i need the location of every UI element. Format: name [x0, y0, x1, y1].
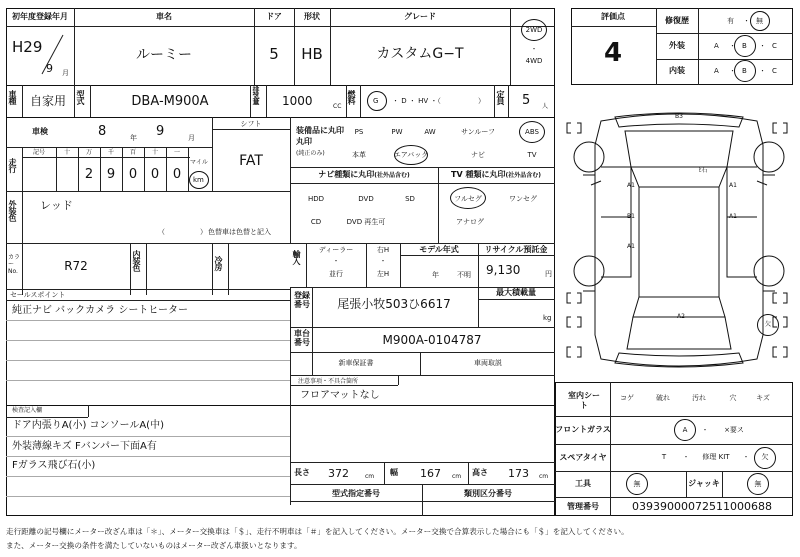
drive-2wd: 2WD — [525, 26, 543, 34]
equip-pw: PW — [391, 128, 403, 136]
int-b: B — [742, 67, 747, 75]
inspector-line-2: 外装薄線キズ Fバンパー下面A有 — [12, 441, 157, 452]
inspection-month-unit: 月 — [188, 134, 195, 142]
sales-point-label: セールスポイント — [10, 291, 66, 299]
repair-no: 無 — [756, 17, 763, 25]
inspector-line-3: Fガラス飛び石(小) — [12, 460, 96, 471]
notes-label: 注意事項・不具合箇所 — [298, 378, 359, 385]
equip-aw: AW — [424, 128, 436, 136]
height-unit: cm — [539, 473, 549, 480]
first-reg-month: 9 — [46, 62, 53, 75]
inspection-month: 9 — [156, 124, 165, 139]
tv-analog: アナログ — [456, 218, 484, 226]
ac-label: 冷房 — [214, 256, 223, 270]
mark-rear: A2 — [677, 313, 685, 320]
equip-ps: PS — [354, 128, 364, 136]
header-divider — [6, 26, 555, 27]
new-warranty-label: 新車保証書 — [338, 359, 374, 367]
equip-sunroof: サンルーフ — [460, 128, 496, 136]
seat-label: 室内シート — [568, 391, 600, 411]
displacement-cc: CC — [333, 103, 342, 110]
fuel-g: G — [373, 97, 379, 105]
spare-dot2: ・ — [742, 453, 750, 461]
recycle-label: リサイクル預託金 — [484, 245, 548, 254]
repair-yes: 有 — [727, 17, 734, 25]
equipment-label-sub: (純正のみ) — [296, 150, 325, 157]
car-name-value: ルーミー — [136, 47, 192, 63]
import-label: 輸入 — [292, 250, 301, 264]
seat-hole: 穴 — [729, 394, 737, 402]
spare-kit: 修理 KIT — [702, 453, 730, 461]
exterior-color-label: 外装色 — [8, 200, 17, 221]
int-a: A — [714, 67, 719, 75]
spare-t: T — [661, 453, 667, 461]
front-glass-a: A — [682, 426, 688, 434]
shift-value: FAT — [239, 153, 263, 169]
seat-burn: コゲ — [620, 394, 634, 402]
tv-label: TV 種類に丸印(社外品含む) — [451, 170, 541, 179]
digit-label-hyaku: 百 — [129, 149, 137, 156]
sales-point-text: 純正ナビ バックカメラ シートヒーター — [12, 305, 188, 316]
capacity-label: 定員 — [496, 90, 505, 104]
recycle-unit: 円 — [545, 270, 552, 278]
mileage-label: 走行 — [8, 158, 17, 172]
plate-value: 尾張小牧503ひ6617 — [337, 297, 451, 311]
notes-text: フロアマットなし — [300, 390, 380, 401]
inspection-year-unit: 年 — [130, 134, 137, 142]
exterior-color-paren-close: ） — [200, 228, 207, 236]
navi-sd: SD — [405, 195, 415, 203]
equip-leather: 本革 — [352, 151, 366, 159]
grade-label: グレード — [404, 12, 436, 21]
repair-dot: ・ — [743, 17, 750, 25]
type-cert-label: 型式指定番号 — [332, 489, 380, 498]
width-unit: cm — [452, 473, 462, 480]
shape-value: HB — [301, 45, 323, 63]
navi-dvd-play: DVD 再生可 — [346, 218, 386, 226]
equip-airbag: エアバック — [393, 151, 429, 159]
mark-left-front-door: A1 — [627, 182, 635, 189]
door-label: ドア — [266, 12, 282, 21]
color-no-value: R72 — [64, 259, 88, 273]
int-dot2: ・ — [759, 67, 766, 75]
spare-tire-label: スペアタイヤ — [559, 453, 607, 462]
car-condition-diagram — [563, 105, 795, 375]
equip-tv: TV — [527, 151, 537, 159]
rating-value: 4 — [603, 38, 623, 68]
first-reg-month-unit: 月 — [62, 69, 69, 77]
ext-b: B — [742, 42, 747, 50]
exterior-color-value: レッド — [40, 199, 73, 212]
import-left: 左H — [376, 270, 390, 278]
front-glass-dot: ・ — [701, 426, 709, 434]
spare-missing: 欠 — [761, 453, 769, 461]
tools-value: 無 — [633, 480, 641, 488]
mileage-digit-2: 9 — [106, 167, 116, 182]
manual-label: 車両取説 — [474, 359, 502, 367]
model-year-label: モデル年式 — [419, 245, 459, 254]
mileage-digit-4: 0 — [150, 167, 160, 182]
mark-left-rear-door: B1 — [627, 213, 635, 220]
mileage-sign-label: 記号 — [32, 149, 46, 156]
navi-label: ナビ種類に丸印(社外品含む) — [318, 170, 410, 179]
tv-fullseg: フルセグ — [454, 195, 482, 203]
ext-dot1: ・ — [729, 42, 736, 50]
digit-label-sen: 千 — [107, 149, 115, 156]
import-dot-1: ・ — [332, 257, 340, 265]
digit-label-juu: 十 — [151, 149, 159, 156]
chassis-label: 車台番号 — [294, 329, 310, 347]
footer-line-2: また、メーター交換の条件を満たしていないものはメーター改ざん車扱いとなります。 — [6, 541, 302, 550]
first-reg-label: 初年度登録年月 — [12, 12, 68, 21]
length-unit: cm — [365, 473, 375, 480]
spare-dot1: ・ — [682, 453, 690, 461]
footer-line-1: 走行距離の記号欄にメーター改ざん車は「＊」、メーター交換車は「＄」、走行不明車は「＃」を記入してください。メーター交換で合算表示した場合にも「＄」を記入してください。 — [6, 527, 629, 536]
model-year-unit: 年 — [432, 271, 439, 279]
digit-label-man: 万 — [85, 149, 93, 156]
mileage-digit-5: 0 — [172, 167, 182, 182]
mileage-digit-1: 2 — [84, 167, 94, 182]
mark-right-front-door: A1 — [729, 182, 737, 189]
import-right: 右H — [376, 246, 390, 254]
mark-hood: A1 — [627, 243, 635, 250]
mileage-unit-mile: マイル — [190, 159, 208, 166]
navi-dvd: DVD — [358, 195, 374, 203]
import-parallel: 並行 — [329, 270, 343, 278]
width-value: 167 — [420, 467, 441, 480]
length-value: 372 — [328, 467, 349, 480]
shift-label: シフト — [240, 120, 262, 128]
inspector-line-1: ドア内張りA(小) コンソールA(中) — [12, 420, 164, 431]
mark-right-rear-door: A1 — [729, 213, 737, 220]
tools-label: 工具 — [575, 479, 591, 488]
tv-oneseg: ワンセグ — [509, 195, 537, 203]
repair-history-label: 修復歴 — [665, 16, 689, 25]
jack-label: ジャッキ — [688, 479, 720, 488]
seat-dirt: 汚れ — [692, 394, 706, 402]
car-name-label: 車名 — [156, 12, 172, 21]
ext-dot2: ・ — [759, 42, 766, 50]
category-label: 車種 — [8, 90, 17, 104]
fuel-close: ） — [478, 97, 485, 105]
ext-c: C — [772, 42, 777, 50]
digit-label-10man: 十 — [63, 149, 71, 156]
shape-label: 形状 — [304, 12, 320, 21]
category-value: 自家用 — [29, 94, 67, 108]
model-label: 型式 — [76, 90, 85, 104]
doors-value: 5 — [269, 45, 279, 63]
drive-dot: ・ — [530, 45, 538, 53]
exterior-color-note: 色替車は色替と記入 — [208, 228, 271, 236]
seat-scratch: キズ — [756, 394, 770, 402]
management-label: 管理番号 — [567, 502, 599, 511]
color-no-label: カラーNo. — [8, 254, 21, 276]
import-dealer: ディーラー — [318, 246, 354, 254]
inspector-label: 検査記入欄 — [12, 407, 43, 414]
width-label: 幅 — [390, 468, 398, 477]
exterior-color-paren: （ — [158, 228, 165, 236]
grade-value: カスタムG−T — [376, 46, 464, 62]
seat-tear: 破れ — [656, 394, 670, 402]
recycle-value: 9,130 — [486, 263, 521, 277]
exterior-grade-label: 外装 — [669, 41, 685, 50]
mileage-unit-km: km — [193, 176, 204, 184]
height-label: 高さ — [472, 468, 488, 477]
navi-hdd: HDD — [307, 195, 325, 203]
inspection-label: 車検 — [32, 127, 48, 136]
plate-label: 登録番号 — [294, 291, 310, 309]
int-dot1: ・ — [729, 67, 736, 75]
first-reg-era-year: H29 — [12, 38, 43, 56]
height-value: 173 — [508, 467, 529, 480]
equip-abs: ABS — [525, 128, 539, 136]
displacement-label: 排気量 — [252, 86, 260, 104]
fuel-label: 燃料 — [347, 90, 356, 104]
mileage-digit-3: 0 — [128, 167, 138, 182]
equipment-label: 装備品に丸印 — [296, 126, 344, 135]
jack-value: 無 — [754, 480, 762, 488]
drive-4wd: 4WD — [525, 57, 543, 65]
import-dot-2: ・ — [379, 257, 387, 265]
displacement-value: 1000 — [282, 94, 313, 108]
front-glass-replace: ×要ス — [724, 426, 744, 434]
model-value: DBA-M900A — [131, 94, 209, 109]
inspection-year: 8 — [98, 124, 107, 139]
max-load-label: 最大積載量 — [496, 288, 536, 297]
equip-navi: ナビ — [471, 151, 485, 159]
mark-roof: ﾋ石 — [698, 167, 708, 174]
equipment-label-hint: 丸印 — [296, 137, 312, 146]
mark-front: B3 — [675, 113, 683, 120]
fuel-other: ・ D ・ HV ・（ — [392, 97, 441, 105]
interior-color-label: 内装色 — [132, 250, 141, 271]
front-glass-label: フロントガラス — [555, 425, 611, 434]
digit-label-ichi: 一 — [173, 149, 181, 156]
int-c: C — [772, 67, 777, 75]
navi-cd: CD — [310, 218, 322, 226]
chassis-value: M900A-0104787 — [382, 333, 482, 347]
rating-label: 評価点 — [601, 12, 625, 21]
max-load-unit: kg — [543, 314, 552, 322]
ext-a: A — [714, 42, 719, 50]
mark-glass: 欠 — [764, 321, 772, 328]
model-year-unknown: 不明 — [457, 271, 471, 279]
capacity-unit: 人 — [542, 103, 549, 110]
capacity-value: 5 — [522, 93, 531, 108]
management-value: 03939000072511000688 — [632, 500, 772, 513]
interior-grade-label: 内装 — [669, 66, 685, 75]
length-label: 長さ — [294, 468, 310, 477]
class-number-label: 類別区分番号 — [464, 489, 512, 498]
